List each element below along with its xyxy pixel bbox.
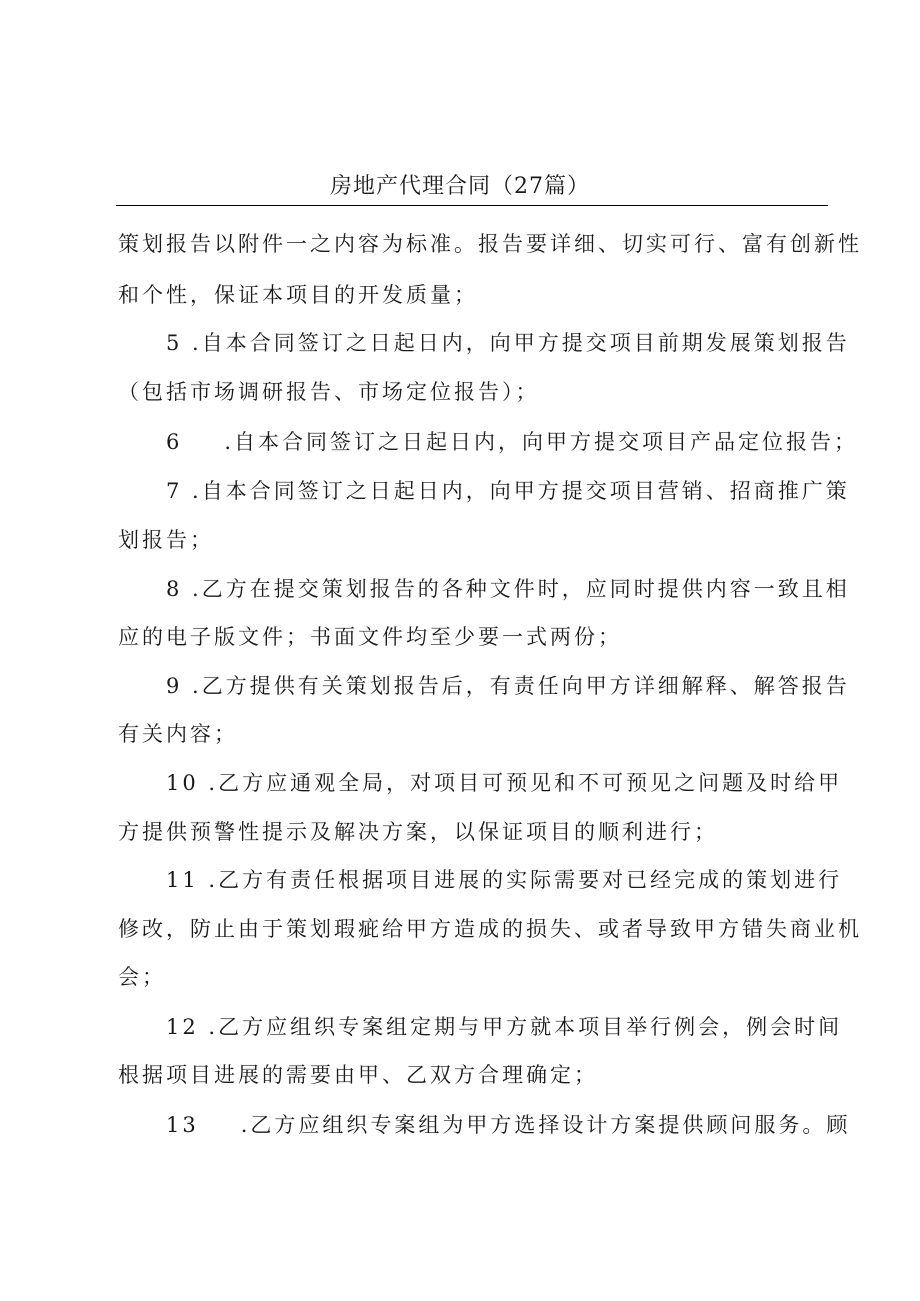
body-line: 修改，防止由于策划瑕疵给甲方造成的损失、或者导致甲方错失商业机 <box>118 917 862 941</box>
body-line <box>166 1110 851 1140</box>
body-line: 划报告； <box>118 528 214 552</box>
header-rule <box>116 205 828 206</box>
item-number: 13 <box>166 1113 199 1137</box>
item-text: .自本合同签订之日起日内，向甲方提交项目产品定位报告； <box>224 430 859 454</box>
body-line: 方提供预警性提示及解决方案，以保证项目的顺利进行； <box>118 820 718 844</box>
body-line: 9 .乙方提供有关策划报告后，有责任向甲方详细解释、解答报告 <box>166 674 850 698</box>
body-line: 10 .乙方应通观全局，对项目可预见和不可预见之问题及时给甲 <box>166 771 843 795</box>
body-line: 11 .乙方有责任根据项目进展的实际需要对已经完成的策划进行 <box>166 868 843 892</box>
item-number: 6 <box>166 430 183 454</box>
body-line: 12 .乙方应组织专案组定期与甲方就本项目举行例会，例会时间 <box>166 1015 843 1039</box>
body-line: 根据项目进展的需要由甲、乙双方合理确定； <box>118 1063 598 1087</box>
body-line: 会； <box>118 965 166 989</box>
document-title: 房地产代理合同（27篇） <box>330 174 590 199</box>
body-line: 策划报告以附件一之内容为标准。报告要详细、切实可行、富有创新性 <box>118 232 862 256</box>
body-line: 5 .自本合同签订之日起日内，向甲方提交项目前期发展策划报告 <box>166 331 850 355</box>
body-line: 7 .自本合同签订之日起日内，向甲方提交项目营销、招商推广策 <box>166 479 850 503</box>
body-line: 和个性，保证本项目的开发质量； <box>118 283 478 307</box>
body-line: （包括市场调研报告、市场定位报告）； <box>118 380 540 404</box>
body-line <box>166 427 859 457</box>
body-line: 应的电子版文件；书面文件均至少要一式两份； <box>118 625 622 649</box>
body-line: 8 .乙方在提交策划报告的各种文件时，应同时提供内容一致且相 <box>166 577 850 601</box>
body-line: 有关内容； <box>118 722 238 746</box>
item-text: .乙方应组织专案组为甲方选择设计方案提供顾问服务。顾 <box>240 1113 851 1137</box>
